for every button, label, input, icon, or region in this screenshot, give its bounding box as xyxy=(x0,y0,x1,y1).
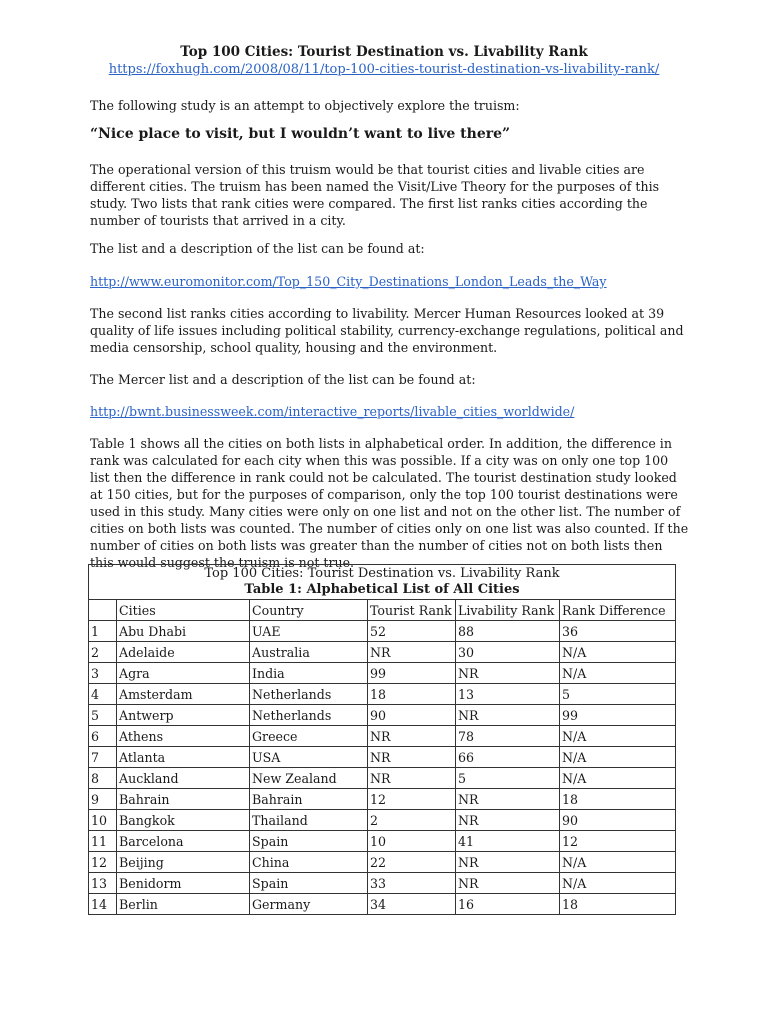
row-index-cell: 2 xyxy=(89,642,117,663)
header-rank-difference: Rank Difference xyxy=(560,600,676,621)
city-name-cell: Adelaide xyxy=(117,642,250,663)
list1-intro: The list and a description of the list can be found at: xyxy=(90,241,425,256)
city-name-cell: Beijing xyxy=(117,852,250,873)
country-cell: India xyxy=(250,663,368,684)
table-body xyxy=(89,621,676,915)
livability-rank-cell: 78 xyxy=(456,726,560,747)
city-name-cell: Amsterdam xyxy=(117,684,250,705)
table-row xyxy=(89,873,676,894)
rank-difference-cell: N/A xyxy=(560,852,676,873)
city-name-cell: Auckland xyxy=(117,768,250,789)
row-index-cell: 9 xyxy=(89,789,117,810)
tourist-rank-cell: 10 xyxy=(368,831,456,852)
city-name-cell: Antwerp xyxy=(117,705,250,726)
table-row xyxy=(89,621,676,642)
intro-paragraph: The following study is an attempt to objectively explore the truism: xyxy=(90,98,520,113)
rank-difference-cell: 5 xyxy=(560,684,676,705)
tourist-rank-cell: NR xyxy=(368,747,456,768)
country-cell: Greece xyxy=(250,726,368,747)
city-name-cell: Barcelona xyxy=(117,831,250,852)
table-row xyxy=(89,726,676,747)
livability-rank-cell: 88 xyxy=(456,621,560,642)
header-cities: Cities xyxy=(117,600,250,621)
city-name-cell: Berlin xyxy=(117,894,250,915)
country-cell: China xyxy=(250,852,368,873)
city-name-cell: Bangkok xyxy=(117,810,250,831)
livability-rank-cell: NR xyxy=(456,873,560,894)
row-index-cell: 4 xyxy=(89,684,117,705)
rank-difference-cell: N/A xyxy=(560,663,676,684)
table-row xyxy=(89,831,676,852)
table-caption xyxy=(89,565,676,600)
tourist-rank-cell: 99 xyxy=(368,663,456,684)
table-description: Table 1 shows all the cities on both lists in alphabetical order. In addition, the difference in rank was calculated for each city when this was possible. If a city was on only one top 100 list then the difference in rank could not be calculated. The tourist destination study looked at 150 cities, but for the purposes of comparison, only the top 100 tourist destinations were used in this study. Many cities were only on one list and not on the other list. The number of cities on both lists was counted. The number of cities only on one list was also counted. If the number of cities on both lists was greater than the number of cities not on both lists then this would suggest the truism is not true. xyxy=(90,436,689,570)
rank-difference-cell: N/A xyxy=(560,642,676,663)
header-country: Country xyxy=(250,600,368,621)
row-index-cell: 12 xyxy=(89,852,117,873)
second-list-paragraph: The second list ranks cities according to livability. Mercer Human Resources looked at 39 quality of life issues including political stability, currency-exchange regulations, political and media censorship, school quality, housing and the environment. xyxy=(90,306,684,355)
country-cell: Spain xyxy=(250,873,368,894)
rank-difference-cell: 36 xyxy=(560,621,676,642)
row-index-cell: 6 xyxy=(89,726,117,747)
table-row xyxy=(89,810,676,831)
row-index-cell: 14 xyxy=(89,894,117,915)
list2-intro: The Mercer list and a description of the list can be found at: xyxy=(90,372,476,387)
city-name-cell: Bahrain xyxy=(117,789,250,810)
table-row xyxy=(89,663,676,684)
country-cell: UAE xyxy=(250,621,368,642)
table-row xyxy=(89,705,676,726)
table-row xyxy=(89,747,676,768)
rank-difference-cell: 18 xyxy=(560,894,676,915)
livability-rank-cell: 13 xyxy=(456,684,560,705)
livability-rank-cell: 41 xyxy=(456,831,560,852)
rank-difference-cell: N/A xyxy=(560,768,676,789)
rank-difference-cell: N/A xyxy=(560,747,676,768)
row-index-cell: 13 xyxy=(89,873,117,894)
truism-section xyxy=(90,126,690,143)
livability-rank-cell: NR xyxy=(456,852,560,873)
tourist-rank-cell: 18 xyxy=(368,684,456,705)
table-caption-title: Top 100 Cities: Tourist Destination vs. Livability Rank xyxy=(204,566,560,581)
rank-difference-cell: N/A xyxy=(560,726,676,747)
row-index-cell: 8 xyxy=(89,768,117,789)
city-name-cell: Agra xyxy=(117,663,250,684)
country-cell: Spain xyxy=(250,831,368,852)
country-cell: Australia xyxy=(250,642,368,663)
tourist-rank-cell: NR xyxy=(368,768,456,789)
tourist-rank-cell: NR xyxy=(368,726,456,747)
tourist-rank-cell: 12 xyxy=(368,789,456,810)
operational-paragraph: The operational version of this truism would be that tourist cities and livable cities are different cities. The truism has been named the Visit/Live Theory for the purposes of this study. Two lists that rank cities were compared. The first list ranks cities according the number of tourists that arrived in a city. xyxy=(90,162,660,228)
country-cell: Bahrain xyxy=(250,789,368,810)
euromonitor-link[interactable]: http://www.euromonitor.com/Top_150_City_Destinations_London_Leads_the_Way xyxy=(90,274,607,289)
document-title: Top 100 Cities: Tourist Destination vs. Livability Rank xyxy=(180,44,588,60)
row-index-cell: 1 xyxy=(89,621,117,642)
rank-difference-cell: 99 xyxy=(560,705,676,726)
tourist-rank-cell: 34 xyxy=(368,894,456,915)
row-index-cell: 10 xyxy=(89,810,117,831)
table-caption-subtitle: Table 1: Alphabetical List of All Cities xyxy=(244,582,520,597)
table-description-section xyxy=(90,435,690,571)
country-cell: New Zealand xyxy=(250,768,368,789)
rank-difference-cell: 12 xyxy=(560,831,676,852)
header-index xyxy=(89,600,117,621)
livability-rank-cell: 30 xyxy=(456,642,560,663)
table-header-row xyxy=(89,600,676,621)
livability-rank-cell: 5 xyxy=(456,768,560,789)
second-list-section xyxy=(90,305,690,356)
document-header xyxy=(0,44,768,78)
country-cell: Netherlands xyxy=(250,705,368,726)
livability-rank-cell: NR xyxy=(456,705,560,726)
row-index-cell: 5 xyxy=(89,705,117,726)
list2-link-section xyxy=(90,403,690,420)
tourist-rank-cell: 22 xyxy=(368,852,456,873)
row-index-cell: 11 xyxy=(89,831,117,852)
livability-rank-cell: 16 xyxy=(456,894,560,915)
list1-intro-section xyxy=(90,240,690,257)
businessweek-link[interactable]: http://bwnt.businessweek.com/interactive_reports/livable_cities_worldwide/ xyxy=(90,404,575,419)
truism-quote: “Nice place to visit, but I wouldn’t want to live there” xyxy=(90,126,511,142)
rank-difference-cell: 18 xyxy=(560,789,676,810)
livability-rank-cell: NR xyxy=(456,663,560,684)
list1-link-section xyxy=(90,273,690,290)
country-cell: Netherlands xyxy=(250,684,368,705)
country-cell: Germany xyxy=(250,894,368,915)
row-index-cell: 7 xyxy=(89,747,117,768)
list2-intro-section xyxy=(90,371,690,388)
row-index-cell: 3 xyxy=(89,663,117,684)
table-row xyxy=(89,768,676,789)
city-name-cell: Atlanta xyxy=(117,747,250,768)
header-tourist-rank: Tourist Rank xyxy=(368,600,456,621)
country-cell: Thailand xyxy=(250,810,368,831)
tourist-rank-cell: 90 xyxy=(368,705,456,726)
rank-difference-cell: 90 xyxy=(560,810,676,831)
table-row xyxy=(89,894,676,915)
country-cell: USA xyxy=(250,747,368,768)
table-row xyxy=(89,852,676,873)
operational-section xyxy=(90,161,690,229)
tourist-rank-cell: NR xyxy=(368,642,456,663)
city-name-cell: Athens xyxy=(117,726,250,747)
table-row xyxy=(89,789,676,810)
table-row xyxy=(89,684,676,705)
livability-rank-cell: NR xyxy=(456,789,560,810)
city-name-cell: Abu Dhabi xyxy=(117,621,250,642)
tourist-rank-cell: 33 xyxy=(368,873,456,894)
city-name-cell: Benidorm xyxy=(117,873,250,894)
livability-rank-cell: 66 xyxy=(456,747,560,768)
cities-table xyxy=(88,564,676,915)
rank-difference-cell: N/A xyxy=(560,873,676,894)
header-livability-rank: Livability Rank xyxy=(456,600,560,621)
source-url-link[interactable]: https://foxhugh.com/2008/08/11/top-100-cities-tourist-destination-vs-livability-rank/ xyxy=(108,62,660,77)
table-row xyxy=(89,642,676,663)
livability-rank-cell: NR xyxy=(456,810,560,831)
tourist-rank-cell: 2 xyxy=(368,810,456,831)
tourist-rank-cell: 52 xyxy=(368,621,456,642)
body-section xyxy=(90,97,690,114)
